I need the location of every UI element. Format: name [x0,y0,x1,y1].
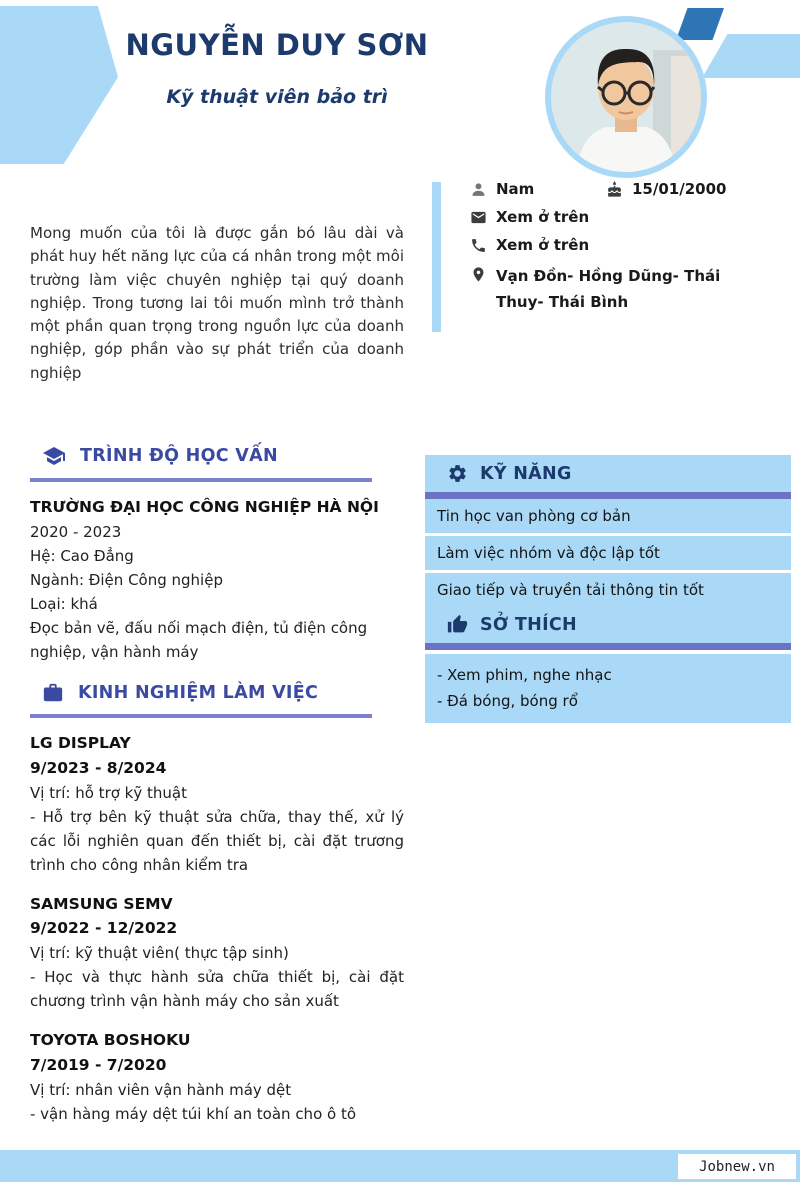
brand-label: Jobnew.vn [699,1158,775,1175]
gear-icon [447,463,468,484]
job-details: - Hỗ trợ bên kỹ thuật sửa chữa, thay thế, xử lý các lỗi nghiên quan đến thiết bị, cài đặt trương trình cho công nhân kiểm tra [30,807,404,874]
skills-heading: KỸ NĂNG [480,463,572,484]
cake-icon [606,181,623,198]
contact-info [432,180,792,325]
objective-text: Mong muốn của tôi là được gắn bó lâu dài và phát huy hết năng lực của cá nhân trong một môi trường làm việc chuyên nghiệp tại quý doanh nghiệp. Trong tương lai tôi muốn mình trở thành một phần quan trọng trong nguồn lực của doanh nghiệp, góp phần vào sự phát triển của doanh nghiệp [30,224,404,382]
skills-section [425,455,791,607]
contact-row-address [470,264,792,315]
job-details: - Học và thực hành sửa chữa thiết bị, cài đặt chương trình vận hành máy cho sản xuất [30,968,404,1011]
location-pin-icon [470,266,487,283]
job-position: Vị trí: nhân viên vận hành máy dệt [30,1080,292,1099]
phone-icon [470,237,487,254]
job-period: 9/2022 - 12/2022 [30,919,178,938]
hobby-item: - Xem phim, nghe nhạc [437,666,612,684]
hobbies-list [425,654,791,723]
graduation-cap-icon [42,444,66,468]
job-position: Vị trí: hỗ trợ kỹ thuật [30,783,187,802]
topleft-decoration [0,6,118,164]
job-entry [30,1028,404,1126]
skill-item: Tin học van phòng cơ bản [425,499,791,533]
experience-section [30,682,404,1126]
school-name: TRƯỜNG ĐẠI HỌC CÔNG NGHIỆP HÀ NỘI [30,498,379,516]
email-value: Xem ở trên [496,208,590,226]
skill-item: Giao tiếp và truyền tải thông tin tốt [425,573,791,607]
education-line: Ngành: Điện Công nghiệp [30,570,223,589]
experience-rule [30,714,372,718]
education-years: 2020 - 2023 [30,522,122,541]
education-rule [30,478,372,482]
job-entry [30,731,404,877]
job-company: TOYOTA BOSHOKU [30,1031,191,1050]
hobby-item: - Đá bóng, bóng rổ [437,691,578,710]
profile-photo [551,22,701,172]
education-line: Đọc bản vẽ, đấu nối mạch điện, tủ điện công nghiệp, vận hành máy [30,618,368,661]
job-position: Vị trí: kỹ thuật viên( thực tập sinh) [30,944,289,963]
education-line: Loại: khá [30,594,98,613]
job-details: - vận hàng máy dệt túi khí an toàn cho ô tô [30,1104,357,1123]
phone-value: Xem ở trên [496,236,590,254]
experience-heading: KINH NGHIỆM LÀM VIỆC [78,683,319,703]
mail-icon [470,209,487,226]
candidate-title: Kỹ thuật viên bảo trì [166,86,388,108]
topright-decoration-dark [676,8,724,40]
address-value: Vạn Đồn- Hồng Dũng- Thái Thuy- Thái Bình [496,267,721,311]
job-period: 7/2019 - 7/2020 [30,1055,167,1074]
skills-rule [425,492,791,499]
contact-row-phone [470,236,792,254]
hobbies-rule [425,643,791,650]
contact-row-gender-dob [470,180,792,198]
contact-accent-bar [432,182,441,332]
candidate-name: NGUYỄN DUY SƠN [125,28,429,62]
job-company: SAMSUNG SEMV [30,894,173,913]
contact-row-email [470,208,792,226]
briefcase-icon [42,682,64,704]
skill-item: Làm việc nhóm và độc lập tốt [425,536,791,570]
job-entry [30,892,404,1014]
header [112,28,442,108]
topright-decoration-light [702,34,800,78]
job-company: LG DISPLAY [30,734,131,752]
gender-value: Nam [496,180,535,198]
hobbies-section [425,606,791,723]
dob-value: 15/01/2000 [632,180,727,198]
education-heading: TRÌNH ĐỘ HỌC VẤN [80,446,278,466]
brand-box [678,1154,796,1179]
job-period: 9/2023 - 8/2024 [30,758,167,777]
education-line: Hệ: Cao Đẳng [30,546,134,565]
education-section [30,444,404,664]
person-icon [470,181,487,198]
hobbies-heading: SỞ THÍCH [480,614,577,635]
footer-bar [0,1150,800,1182]
thumbs-up-icon [447,614,468,635]
